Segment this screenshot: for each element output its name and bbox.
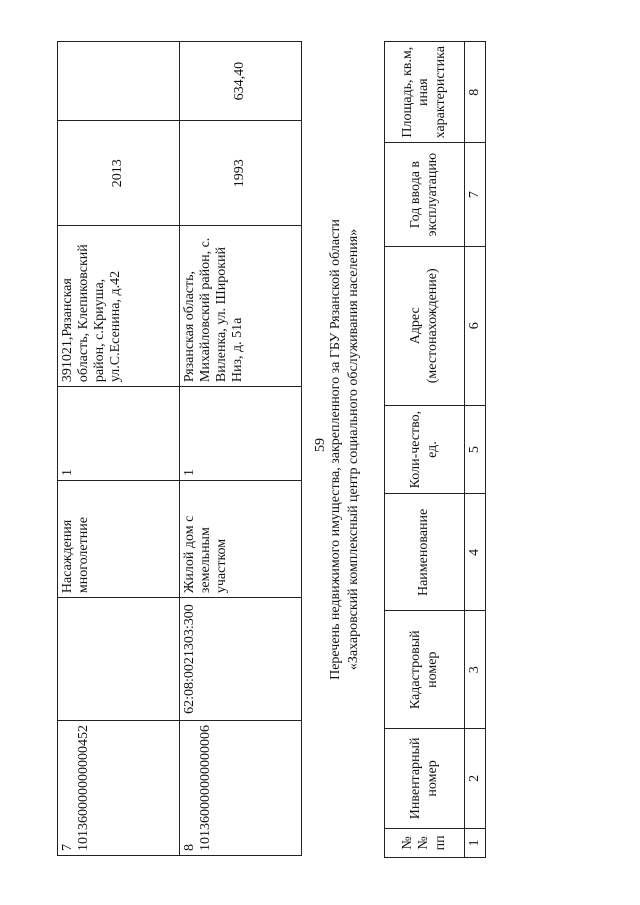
- area-cell: 634,40: [180, 42, 302, 121]
- cadastral-number-cell: 62:08:0021303:300: [180, 598, 302, 721]
- header-cell: Наименование: [385, 494, 465, 611]
- column-number-cell: 8: [465, 42, 486, 143]
- quantity-cell: 1: [58, 387, 180, 481]
- name-cell: Жилой дом с земельным участком: [180, 480, 302, 597]
- header-cell: Площадь, кв.м, иная характеристика: [385, 42, 465, 143]
- column-number-cell: 2: [465, 729, 486, 829]
- header-row: [385, 42, 465, 858]
- header-cell: Инвентарный номер: [385, 729, 465, 829]
- area-cell: [58, 42, 180, 121]
- header-cell: Коли-чество, ед.: [385, 405, 465, 494]
- inventory-number-cell: [58, 721, 180, 856]
- column-number-cell: 3: [465, 611, 486, 729]
- address-cell: 391021,Рязанская область, Клепиковский район, с.Криуша, ул.С.Есенина, д.42: [58, 226, 180, 387]
- header-cell: Кадастровый номер: [385, 611, 465, 729]
- header-cell: № № пп: [385, 828, 465, 857]
- row-number: 8: [182, 844, 197, 851]
- column-number-cell: 4: [465, 494, 486, 611]
- year-cell: 1993: [180, 121, 302, 226]
- upper-property-table: [57, 41, 302, 856]
- section-title: [327, 41, 363, 858]
- inventory-number: 101360000000000006: [198, 725, 214, 851]
- header-cell: Адрес (местонахождение): [385, 246, 465, 405]
- address-cell: Рязанская область, Михайловский район, с. Виленка, ул. Широкий Низ, д. 51а: [180, 226, 302, 387]
- header-cell: Год ввода в эксплуатацию: [385, 143, 465, 246]
- column-number-cell: 1: [465, 828, 486, 857]
- column-number-cell: 6: [465, 246, 486, 405]
- column-number-cell: 7: [465, 143, 486, 246]
- name-cell: Насаждения многолетние: [58, 480, 180, 597]
- inventory-number: 101360000000000452: [76, 725, 92, 851]
- page-number: 59: [313, 438, 328, 452]
- quantity-cell: 1: [180, 387, 302, 481]
- cadastral-number-cell: [58, 598, 180, 721]
- section-title-line-1: Перечень недвижимого имущества, закрепленного за ГБУ Рязанской области: [328, 219, 343, 680]
- column-number-cell: 5: [465, 405, 486, 494]
- inventory-number-cell: [180, 721, 302, 856]
- year-cell: 2013: [58, 121, 180, 226]
- row-number: 7: [60, 844, 75, 851]
- table-row: [180, 42, 302, 856]
- column-number-row: [465, 42, 486, 858]
- lower-property-table: [384, 41, 486, 858]
- section-title-line-2: «Захаровский комплексный центр социального обслуживания населения»: [346, 228, 362, 671]
- table-row: [58, 42, 180, 856]
